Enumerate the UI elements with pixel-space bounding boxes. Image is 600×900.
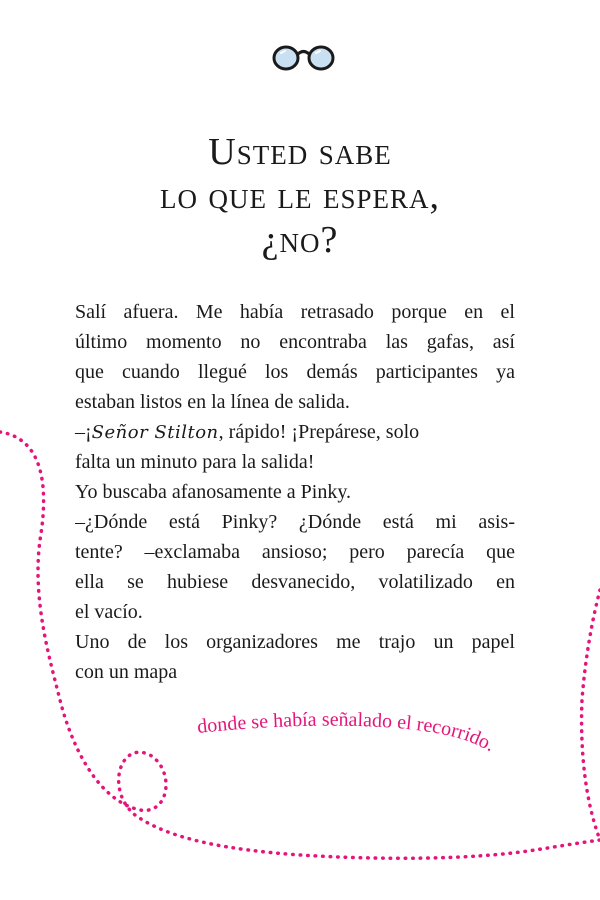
paragraph-line: ella se hubiese desvanecido, volatilizado en — [75, 571, 515, 593]
dialogue-dash: –¡ — [75, 421, 92, 443]
dialogue-line — [75, 417, 515, 447]
paragraph-line: –¿Dónde está Pinky? ¿Dónde está mi asis- — [75, 511, 515, 533]
paragraph-line: con un mapa — [75, 661, 178, 683]
paragraph-line: Yo buscaba afanosamente a Pinky. — [75, 481, 352, 503]
route-text — [196, 709, 499, 757]
route-dots-right — [582, 590, 600, 840]
chapter-title-line: ¿no? — [261, 219, 339, 261]
chapter-title — [0, 130, 600, 262]
paragraph-line: Salí afuera. Me había retrasado porque en el — [75, 301, 515, 323]
chapter-title-line: lo que le espera, — [160, 175, 440, 217]
glasses-icon — [271, 40, 337, 74]
chapter-title-line: Usted sabe — [208, 131, 392, 173]
paragraph-line: que cuando llegué los demás participantes ya — [75, 361, 515, 383]
route-text-path: donde se había señalado el recorrido. — [196, 708, 499, 757]
paragraph-line: tente? –exclamaba ansioso; pero parecía que — [75, 541, 515, 563]
dialogue-text: , rápido! ¡Prepárese, solo — [218, 421, 420, 443]
paragraph-line: Uno de los organizadores me trajo un papel — [75, 631, 515, 653]
body-text — [75, 297, 515, 687]
paragraph-line: último momento no encontraba las gafas, así — [75, 331, 515, 353]
paragraph-line: estaban listos en la línea de salida. — [75, 391, 350, 413]
character-name: Señor Stilton — [91, 422, 219, 443]
paragraph-line: falta un minuto para la salida! — [75, 451, 315, 473]
paragraph-line: el vacío. — [75, 601, 143, 623]
